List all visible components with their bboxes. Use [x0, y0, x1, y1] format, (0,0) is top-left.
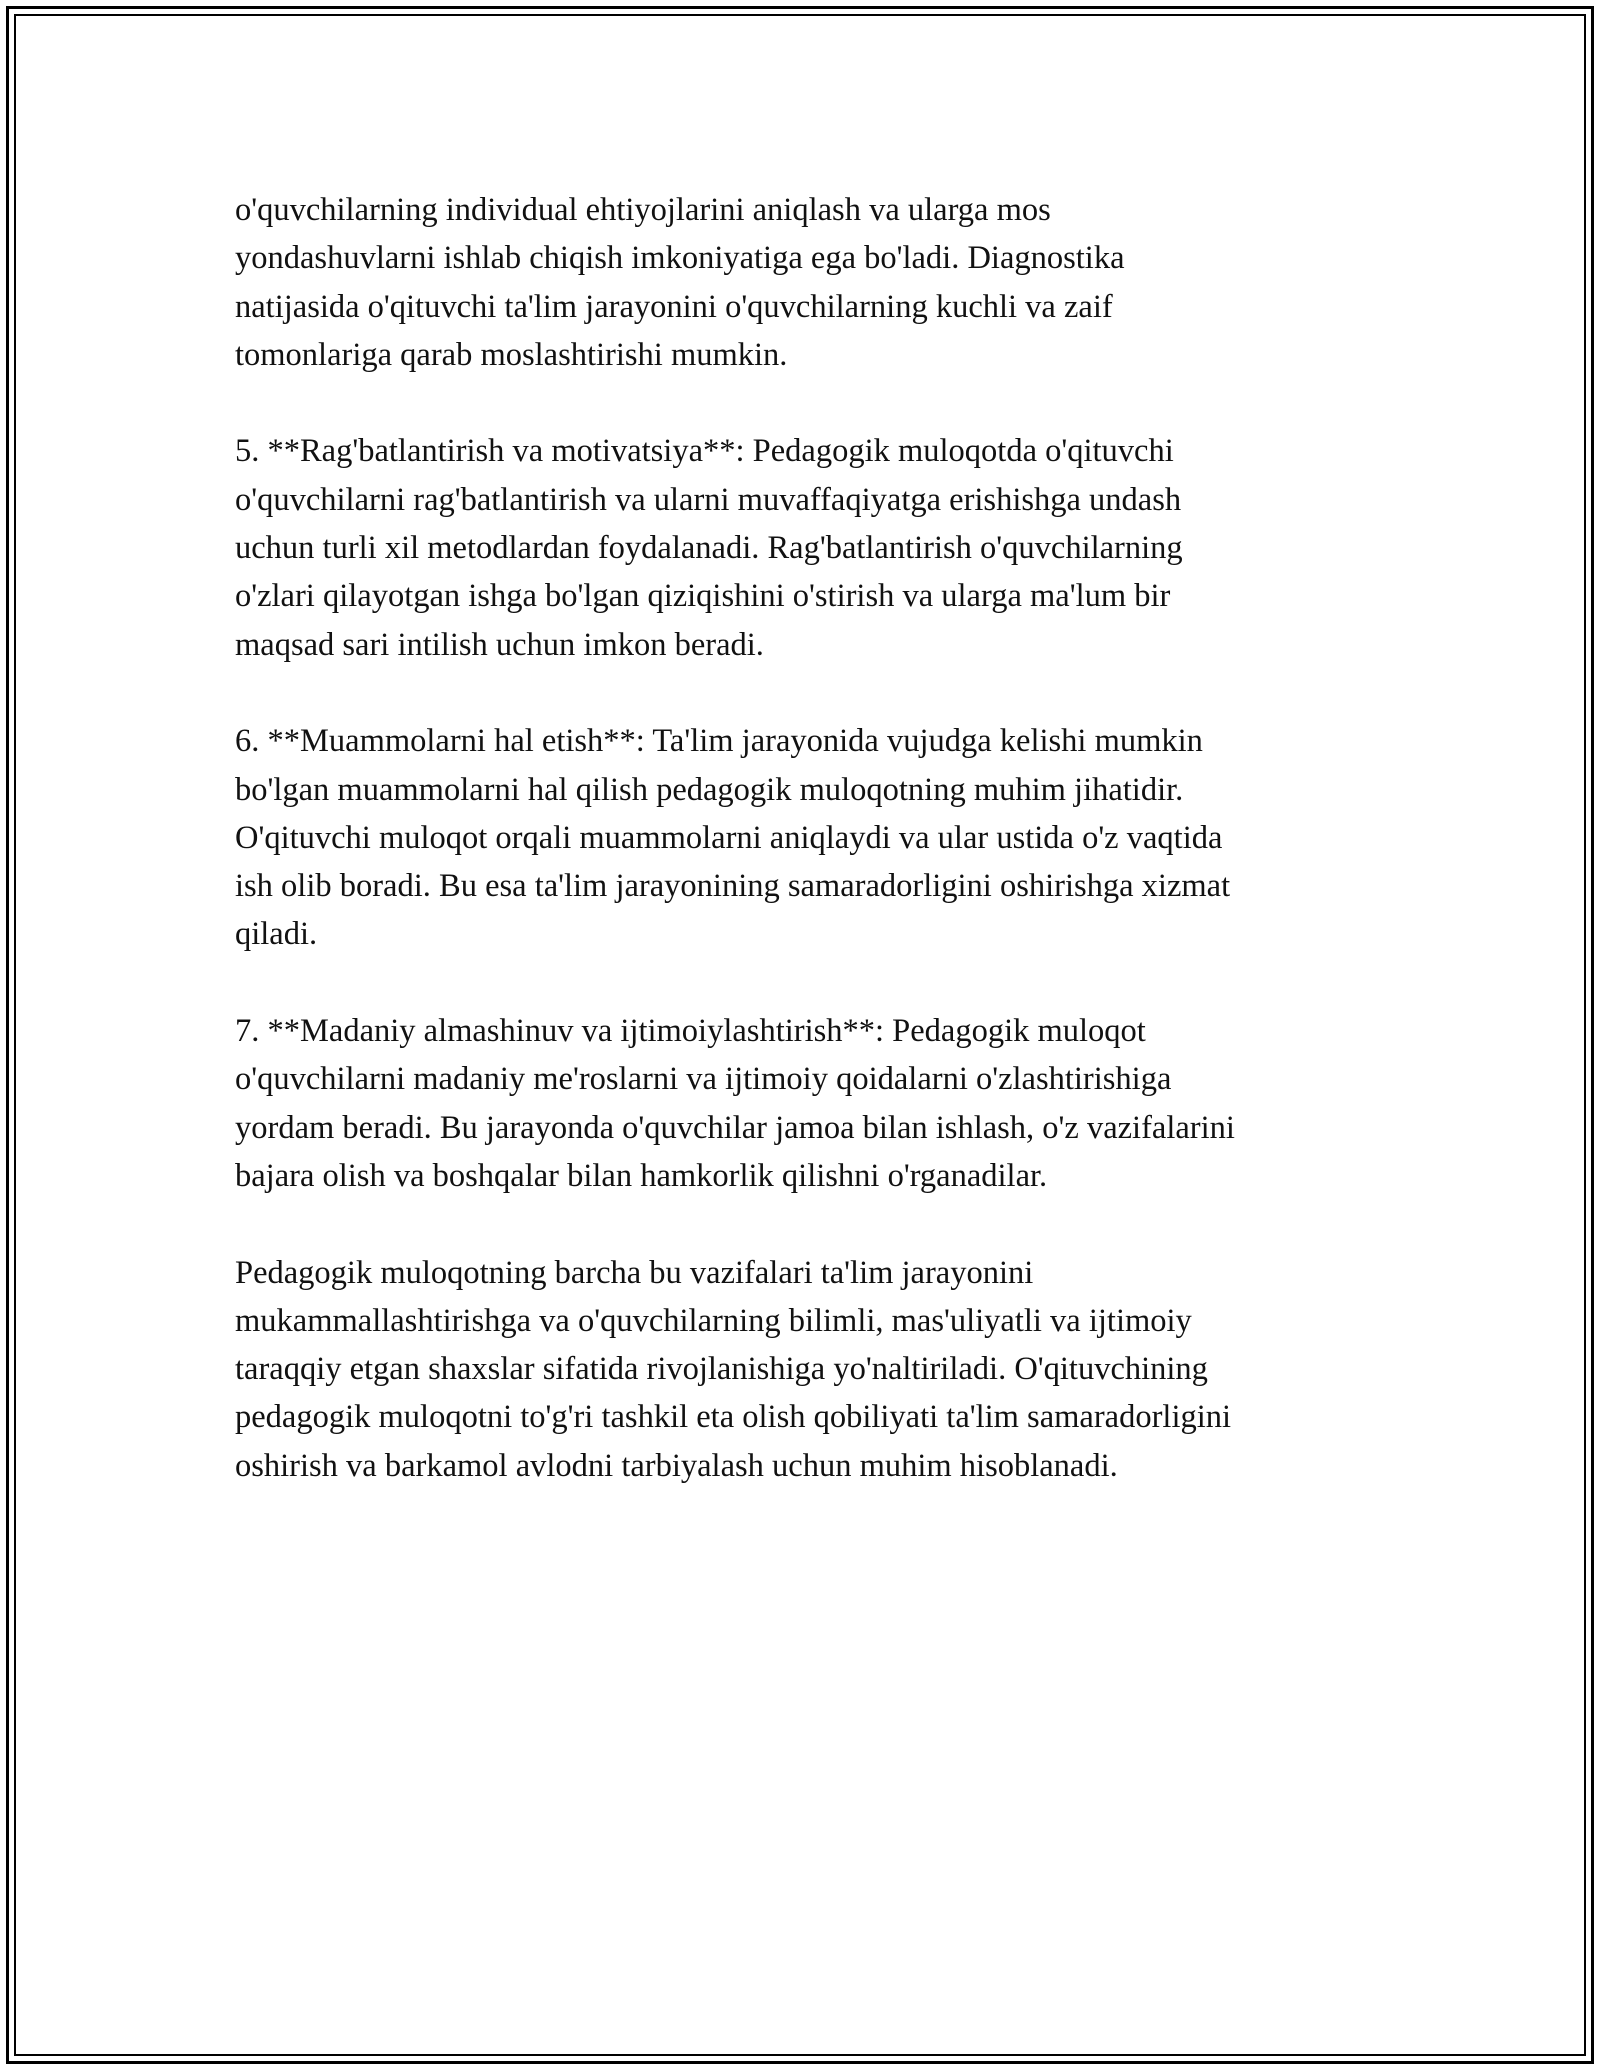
- text-line: 7. **Madaniy almashinuv va ijtimoiylashtirish**: Pedagogik muloqot: [235, 1013, 1146, 1050]
- text-line: bo'lgan muammolarni hal qilish pedagogik muloqotning muhim jihatidir.: [235, 771, 1184, 808]
- text-line: o'quvchilarni madaniy me'roslarni va ijtimoiy qoidalarni o'zlashtirishiga: [235, 1061, 1172, 1098]
- text-line: maqsad sari intilish uchun imkon beradi.: [235, 626, 764, 663]
- text-line: ish olib boradi. Bu esa ta'lim jarayonining samaradorligini oshirishga xizmat: [235, 868, 1231, 905]
- text-line: 5. **Rag'batlantirish va motivatsiya**: Pedagogik muloqotda o'qituvchi: [235, 433, 1174, 470]
- text-line: tomonlariga qarab moslashtirishi mumkin.: [235, 336, 788, 373]
- text-line: natijasida o'qituvchi ta'lim jarayonini o'quvchilarning kuchli va zaif: [235, 288, 1113, 325]
- paragraph-item-5: [235, 427, 1375, 668]
- text-line: uchun turli xil metodlardan foydalanadi. Rag'batlantirish o'quvchilarning: [235, 530, 1183, 567]
- text-line: mukammallashtirishga va o'quvchilarning bilimli, mas'uliyatli va ijtimoiy: [235, 1302, 1192, 1339]
- document-body: [235, 186, 1375, 1538]
- text-line: qiladi.: [235, 916, 318, 953]
- text-line: Pedagogik muloqotning barcha bu vazifalari ta'lim jarayonini: [235, 1254, 1034, 1291]
- text-line: 6. **Muammolarni hal etish**: Ta'lim jarayonida vujudga kelishi mumkin: [235, 723, 1203, 760]
- text-line: yondashuvlarni ishlab chiqish imkoniyatiga ega bo'ladi. Diagnostika: [235, 240, 1125, 277]
- paragraph-conclusion: [235, 1249, 1375, 1490]
- text-line: taraqqiy etgan shaxslar sifatida rivojlanishiga yo'naltiriladi. O'qituvchining: [235, 1351, 1208, 1388]
- text-line: oshirish va barkamol avlodni tarbiyalash uchun muhim hisoblanadi.: [235, 1447, 1118, 1484]
- paragraph-1: [235, 186, 1375, 379]
- text-line: pedagogik muloqotni to'g'ri tashkil eta olish qobiliyati ta'lim samaradorligini: [235, 1399, 1232, 1436]
- text-line: bajara olish va boshqalar bilan hamkorlik qilishni o'rganadilar.: [235, 1157, 1048, 1194]
- text-line: O'qituvchi muloqot orqali muammolarni aniqlaydi va ular ustida o'z vaqtida: [235, 819, 1223, 856]
- paragraph-item-7: [235, 1007, 1375, 1200]
- text-line: o'quvchilarni rag'batlantirish va ularni muvaffaqiyatga erishishga undash: [235, 481, 1182, 518]
- paragraph-item-6: [235, 717, 1375, 958]
- text-line: o'zlari qilayotgan ishga bo'lgan qiziqishini o'stirish va ularga ma'lum bir: [235, 578, 1171, 615]
- text-line: o'quvchilarning individual ehtiyojlarini aniqlash va ularga mos: [235, 192, 1051, 228]
- text-line: yordam beradi. Bu jarayonda o'quvchilar jamoa bilan ishlash, o'z vazifalarini: [235, 1109, 1235, 1146]
